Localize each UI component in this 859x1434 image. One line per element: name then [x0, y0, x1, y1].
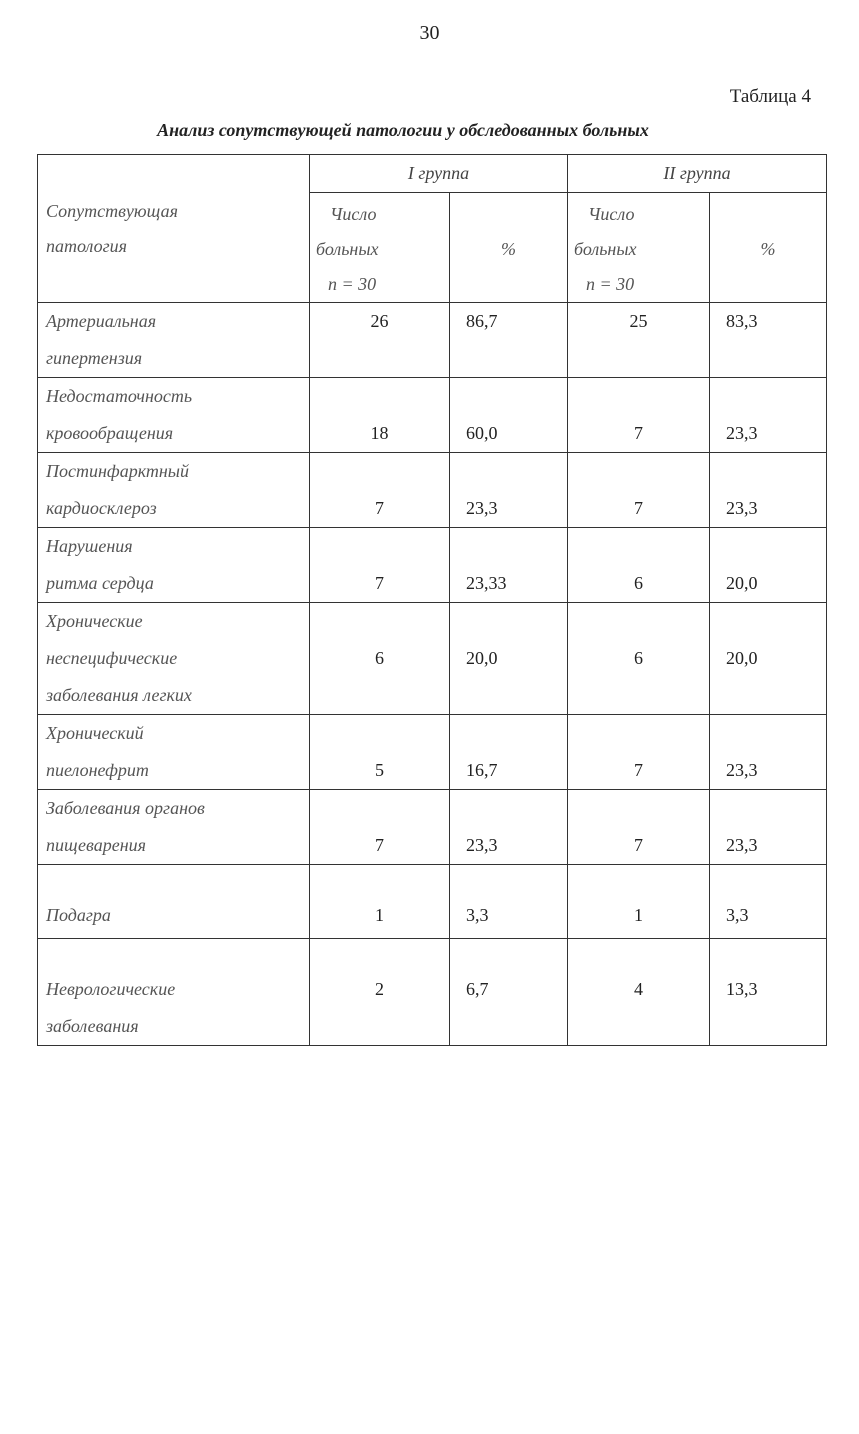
header-pathology-line: Сопутствующая	[46, 200, 179, 221]
table-row	[38, 303, 827, 378]
cell-g2-percent: 13,3	[710, 939, 827, 1046]
header-count-group-2	[568, 193, 710, 303]
cell-g2-percent: 20,0	[710, 603, 827, 715]
row-name-line: Нарушения	[46, 536, 133, 556]
row-name-line: Постинфарктный	[46, 461, 189, 481]
row-pathology-name	[38, 528, 310, 603]
header-count-line: n = 30	[586, 274, 635, 294]
table-label: Таблица 4	[729, 86, 811, 107]
cell-g2-count: 7	[568, 453, 710, 528]
cell-g2-percent: 20,0	[710, 528, 827, 603]
row-name-line: ритма сердца	[46, 573, 154, 593]
row-pathology-name	[38, 790, 310, 865]
row-name-line: Недостаточность	[46, 386, 193, 406]
row-name-line: Хронический	[46, 723, 144, 743]
row-name-line: пищеварения	[46, 835, 147, 855]
row-name-line: Подагра	[46, 905, 111, 925]
row-pathology-name	[38, 865, 310, 939]
table-row	[38, 378, 827, 453]
header-pathology-line: патология	[46, 235, 128, 256]
header-pathology	[38, 155, 310, 303]
header-count-line: больных	[316, 239, 379, 259]
header-count-group-1	[310, 193, 450, 303]
cell-g1-percent: 6,7	[450, 939, 568, 1046]
page-number: 30	[419, 22, 440, 44]
cell-g2-count: 25	[568, 303, 710, 378]
row-name-line: кровообращения	[46, 423, 174, 443]
cell-g2-count: 7	[568, 715, 710, 790]
header-percent-group-1: %	[450, 193, 568, 303]
row-name-line: заболевания	[46, 1016, 139, 1036]
cell-g1-percent: 60,0	[450, 378, 568, 453]
header-count-line: Число	[330, 204, 377, 224]
row-pathology-name	[38, 939, 310, 1046]
row-pathology-name	[38, 453, 310, 528]
cell-g2-count: 6	[568, 528, 710, 603]
cell-g1-count: 26	[310, 303, 450, 378]
row-name-line: Хронические	[46, 611, 143, 631]
header-count-line: больных	[574, 239, 637, 259]
header-row-groups	[38, 155, 827, 193]
cell-g1-count: 6	[310, 603, 450, 715]
cell-g1-count: 1	[310, 865, 450, 939]
header-percent-group-2: %	[710, 193, 827, 303]
cell-g1-percent: 3,3	[450, 865, 568, 939]
table-row	[38, 865, 827, 939]
cell-g2-count: 1	[568, 865, 710, 939]
cell-g2-percent: 83,3	[710, 303, 827, 378]
cell-g2-count: 7	[568, 790, 710, 865]
table-row	[38, 939, 827, 1046]
cell-g2-percent: 23,3	[710, 453, 827, 528]
row-name-line: Заболевания органов	[46, 798, 205, 818]
row-name-line: кардиосклероз	[46, 498, 157, 518]
row-pathology-name	[38, 715, 310, 790]
cell-g1-count: 7	[310, 790, 450, 865]
table-row	[38, 790, 827, 865]
row-pathology-name	[38, 303, 310, 378]
pathology-table	[37, 154, 827, 1046]
cell-g1-percent: 16,7	[450, 715, 568, 790]
row-name-line: пиелонефрит	[46, 760, 149, 780]
cell-g1-percent: 86,7	[450, 303, 568, 378]
cell-g2-percent: 23,3	[710, 715, 827, 790]
row-name-line: гипертензия	[46, 348, 143, 368]
row-name-line: Неврологические	[46, 979, 176, 999]
row-name-line: заболевания легких	[46, 685, 192, 705]
cell-g1-count: 7	[310, 528, 450, 603]
header-count-line: Число	[588, 204, 635, 224]
table-row	[38, 603, 827, 715]
table-title: Анализ сопутствующей патологии у обследованных больных	[157, 120, 649, 140]
cell-g2-count: 7	[568, 378, 710, 453]
cell-g1-count: 7	[310, 453, 450, 528]
cell-g2-percent: 23,3	[710, 790, 827, 865]
row-pathology-name	[38, 603, 310, 715]
header-count-line: n = 30	[328, 274, 377, 294]
row-pathology-name	[38, 378, 310, 453]
row-name-line: неспецифические	[46, 648, 178, 668]
cell-g2-count: 4	[568, 939, 710, 1046]
cell-g1-count: 2	[310, 939, 450, 1046]
row-name-line: Артериальная	[46, 311, 157, 331]
cell-g1-percent: 23,33	[450, 528, 568, 603]
table-row	[38, 453, 827, 528]
cell-g1-percent: 20,0	[450, 603, 568, 715]
cell-g2-percent: 23,3	[710, 378, 827, 453]
cell-g2-percent: 3,3	[710, 865, 827, 939]
cell-g1-count: 18	[310, 378, 450, 453]
header-group-1: I группа	[310, 155, 568, 193]
table-row	[38, 528, 827, 603]
cell-g1-count: 5	[310, 715, 450, 790]
header-group-2: II группа	[568, 155, 827, 193]
cell-g1-percent: 23,3	[450, 453, 568, 528]
table-row	[38, 715, 827, 790]
cell-g1-percent: 23,3	[450, 790, 568, 865]
cell-g2-count: 6	[568, 603, 710, 715]
